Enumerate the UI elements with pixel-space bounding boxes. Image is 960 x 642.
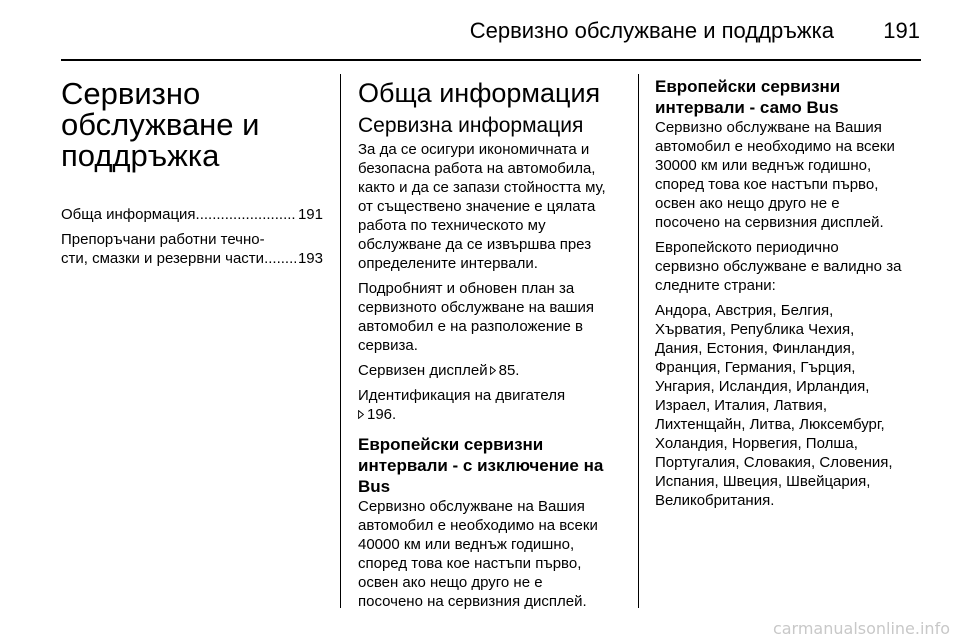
toc-page-number: 191 (297, 206, 323, 223)
bus-only-heading: Европейски сервизни интервали - само Bus (655, 77, 841, 117)
bus-excluded-body: Сервизно обслужване на Вашия автомобил е необходимо на всеки 40000 км или веднъж годишно, според това кое настъпи първо, освен ако нещо друго не е посочено на сервизния дисплей. (358, 498, 598, 610)
xref-engine-identification[interactable]: Идентификация на двигателя 196. (358, 387, 566, 423)
bus-only-body: Сервизно обслужване на Вашия автомобил е необходимо на всеки 30000 км или веднъж годишно, според това кое настъпи първо, освен ако нещо друго не е посочено на сервизния дисплей. (655, 119, 895, 231)
bus-excluded-heading: Европейски сервизни интервали - с изключение на Bus (358, 435, 604, 496)
section-heading: Обща информация (358, 78, 601, 108)
toc-entry-general-info[interactable]: Обща информация ..... 191 (61, 205, 323, 224)
paragraph: Подробният и обновен план за сервизното обслужване на вашия автомобил е на разположение в сервиза. (358, 280, 595, 354)
paragraph: За да се осигури икономичната и безопасна работа на автомобила, както и да се запази стойността му, от съществено значение е цялата работа по техническото му обслужване да се извършва през определените интервали. (358, 141, 606, 272)
column-divider-1 (340, 74, 341, 608)
triangle-right-icon (358, 410, 364, 419)
subsection-heading: Сервизна информация (358, 114, 584, 137)
general-info-column (358, 74, 624, 617)
country-list: Андора, Австрия, Белгия, Хърватия, Република Чехия, Дания, Естония, Финландия, Франция, Германия, Гърция, Унгария, Исландия, Ирландия, Израел, Италия, Латвия, Лихтенщайн, Литва, Люксембург, Холандия, Норвегия, Полша, Португалия, Словакия, Словения, Испания, Швеция, Швейцария, Великобритания. (655, 302, 893, 509)
header-divider (61, 59, 921, 61)
column-divider-2 (638, 74, 639, 608)
chapter-title: Сервизно обслужване и поддръжка (61, 76, 260, 173)
page-number: 191 (883, 18, 920, 43)
running-header-title: Сервизно обслужване и поддръжка (469, 18, 834, 43)
chapter-toc (61, 205, 323, 268)
toc-page-number: 193 (297, 250, 323, 267)
validity-paragraph: Европейското периодично сервизно обслужване е валидно за следните страни: (655, 239, 902, 294)
chapter-column (61, 74, 323, 274)
toc-entry-fluids-parts[interactable]: Препоръчани работни течно- сти, смазки и резервни части ..... 193 (61, 230, 323, 268)
xref-service-display[interactable]: Сервизен дисплей 85. (358, 362, 520, 379)
watermark: carmanualsonline.info (772, 619, 950, 638)
triangle-right-icon (490, 366, 496, 375)
bus-only-column (655, 74, 923, 516)
